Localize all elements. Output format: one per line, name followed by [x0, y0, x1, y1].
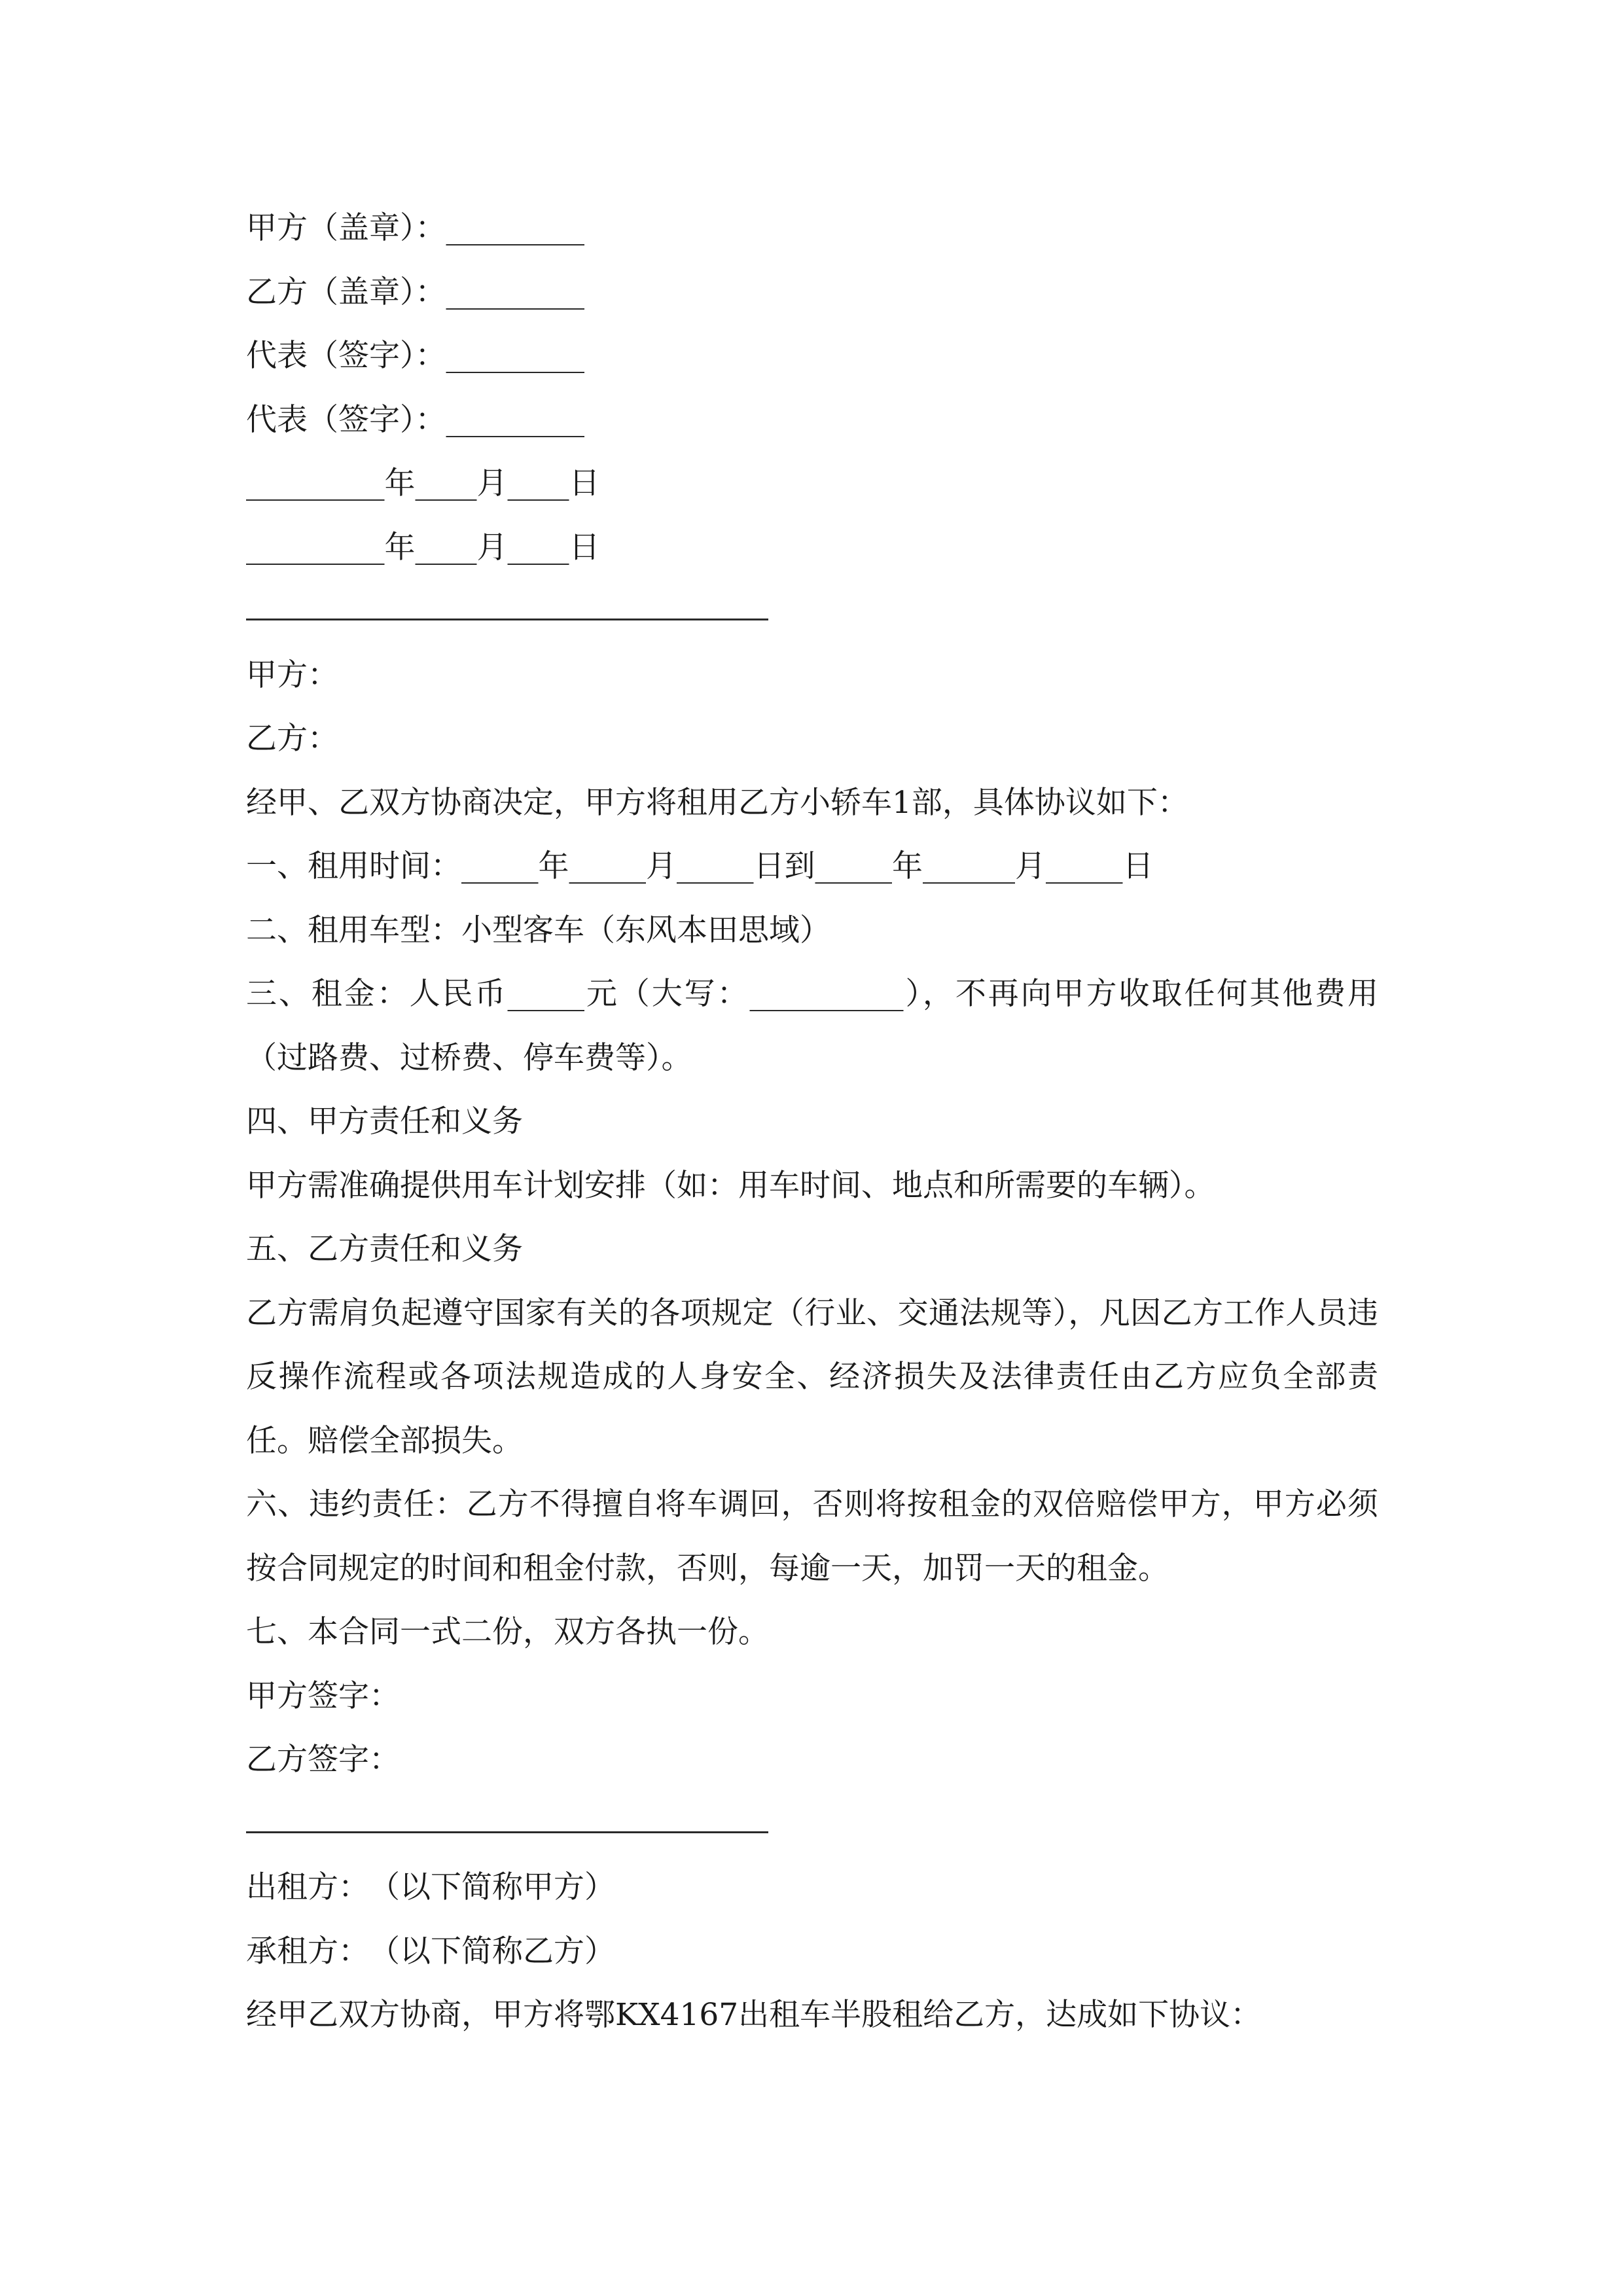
lessee-label: 承租方： （以下简称乙方）	[246, 1933, 615, 1969]
representative-signature-line: 代表（签字）：_________	[246, 401, 584, 438]
clause-vehicle-type: 二、租用车型：小型客车（东风本田思域）	[246, 912, 830, 948]
party-b-signature-label: 乙方签字：	[246, 1742, 400, 1778]
clause-rental-period: 一、租用时间：_____年_____月_____日到_____年______月_____日	[246, 848, 1154, 884]
clause-party-a-duty-title: 四、甲方责任和义务	[246, 1103, 523, 1139]
agreement-intro: 经甲、乙双方协商决定，甲方将租用乙方小轿车1部，具体协议如下：	[246, 784, 1188, 821]
party-a-seal-line: 甲方（盖章）：_________	[246, 210, 584, 246]
clause-party-b-duty-title: 五、乙方责任和义务	[246, 1231, 523, 1267]
date-line: _________年____月____日	[246, 465, 600, 501]
representative-signature-line: 代表（签字）：_________	[246, 338, 584, 374]
clause-copies: 七、本合同一式二份，双方各执一份。	[246, 1614, 769, 1650]
clause-rent: 三、租金：人民币_____元（大写：__________），不再向甲方收取任何其他费用（过路费、过桥费、停车费等）。	[246, 976, 1378, 1076]
party-b-seal-line: 乙方（盖章）：_________	[246, 274, 584, 310]
section-divider	[246, 1792, 1378, 1856]
section-divider	[246, 579, 1378, 643]
party-b-label: 乙方：	[246, 721, 338, 757]
clause-party-a-duty-body: 甲方需准确提供用车计划安排（如：用车时间、地点和所需要的车辆）。	[246, 1167, 1215, 1204]
party-a-signature-label: 甲方签字：	[246, 1677, 400, 1714]
clause-breach: 六、违约责任：乙方不得擅自将车调回，否则将按租金的双倍赔偿甲方，甲方必须按合同规定的时间和租金付款，否则，每逾一天，加罚一天的租金。	[246, 1486, 1378, 1587]
lessor-label: 出租方： （以下简称甲方）	[246, 1869, 615, 1905]
party-a-label: 甲方：	[246, 656, 338, 693]
date-line: _________年____月____日	[246, 529, 600, 565]
document-body	[246, 196, 1378, 2047]
taxi-agreement-intro: 经甲乙双方协商，甲方将鄂KX4167出租车半股租给乙方，达成如下协议：	[246, 1997, 1262, 2033]
clause-party-b-duty-body: 乙方需肩负起遵守国家有关的各项规定（行业、交通法规等），凡因乙方工作人员违反操作流程或各项法规造成的人身安全、经济损失及法律责任由乙方应负全部责任。赔偿全部损失。	[246, 1295, 1378, 1459]
